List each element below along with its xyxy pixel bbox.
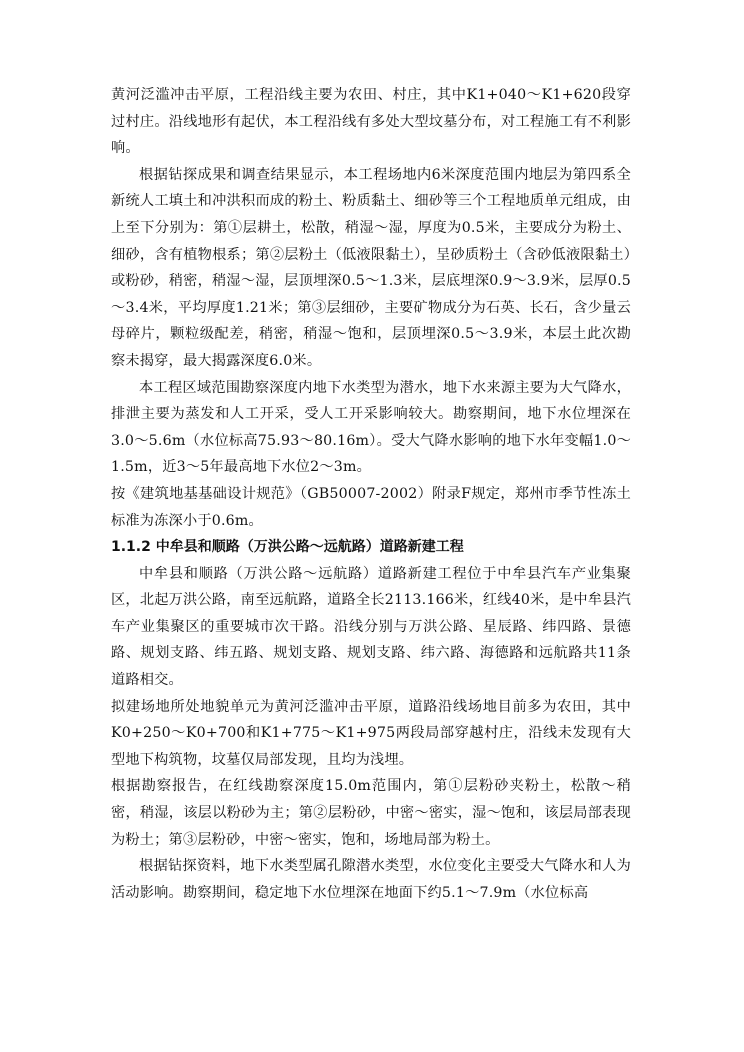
- paragraph-survey-report: 根据勘察报告，在红线勘察深度15.0m范围内，第①层粉砂夹粉土，松散～稍密，稍湿，该层以粉砂为主；第②层粉砂，中密～密实，湿～饱和，该层局部表现为粉土；第③层粉砂，中密～密实，饱和，场地局部为粉土。: [111, 778, 631, 848]
- paragraph-strata: 根据钻探成果和调查结果显示，本工程场地内6米深度范围内地层为第四系全新统人工填土和冲洪积而成的粉土、粉质黏土、细砂等三个工程地质单元组成，由上至下分别为：第①层耕土，松散，稍湿～湿，厚度为0.5米，主要成分为粉土、细砂，含有植物根系；第②层粉土（低液限黏土），呈砂质粉土（含砂低液限黏土）或粉砂，稍密，稍湿～湿，层顶埋深0.5～1.3米，层底埋深0.9～3.9米，层厚0.5～3.4米，平均厚度1.21米；第③层细砂，主要矿物成分为石英、长石，含少量云母碎片，颗粒级配差，稍密，稍湿～饱和，层顶埋深0.5～3.9米，本层土此次勘察未揭穿，最大揭露深度6.0米。: [111, 166, 631, 369]
- paragraph-site-landform: 拟建场地所处地貌单元为黄河泛滥冲击平原，道路沿线场地目前多为农田，其中K0+250～K0+700和K1+775～K1+975两段局部穿越村庄，沿线未发现有大型地下构筑物，坟墓仅局部发现，且均为浅埋。: [111, 698, 631, 768]
- paragraph-plain-terrain: 黄河泛滥冲击平原，工程沿线主要为农田、村庄，其中K1+040～K1+620段穿过村庄。沿线地形有起伏，本工程沿线有多处大型坟墓分布，对工程施工有不利影响。: [111, 87, 631, 157]
- section-heading: 1.1.2 中牟县和顺路（万洪公路～远航路）道路新建工程: [111, 539, 464, 556]
- paragraph-frost-depth: 按《建筑地基基础设计规范》（GB50007-2002）附录F规定，郑州市季节性冻土标准为冻深小于0.6m。: [111, 485, 631, 529]
- document-body: [111, 82, 631, 906]
- paragraph-project-overview: 中牟县和顺路（万洪公路～远航路）道路新建工程位于中牟县汽车产业集聚区，北起万洪公路，南至远航路，道路全长2113.166米，红线40米，是中牟县汽车产业集聚区的重要城市次干路。沿线分别与万洪公路、星辰路、纬四路、景德路、规划支路、纬五路、规划支路、规划支路、纬六路、海德路和远航路共11条道路相交。: [111, 565, 631, 689]
- paragraph-drilling-data: 根据钻探资料，地下水类型属孔隙潜水类型，水位变化主要受大气降水和人为活动影响。勘察期间，稳定地下水位埋深在地面下约5.1～7.9m（水位标高: [111, 858, 631, 901]
- paragraph-groundwater: 本工程区域范围勘察深度内地下水类型为潜水，地下水来源主要为大气降水，排泄主要为蒸发和人工开采，受人工开采影响较大。勘察期间，地下水位埋深在3.0～5.6m（水位标高75.93～80.16m）。受大气降水影响的地下水年变幅1.0～1.5m，近3～5年最高地下水位2～3m。: [111, 379, 631, 476]
